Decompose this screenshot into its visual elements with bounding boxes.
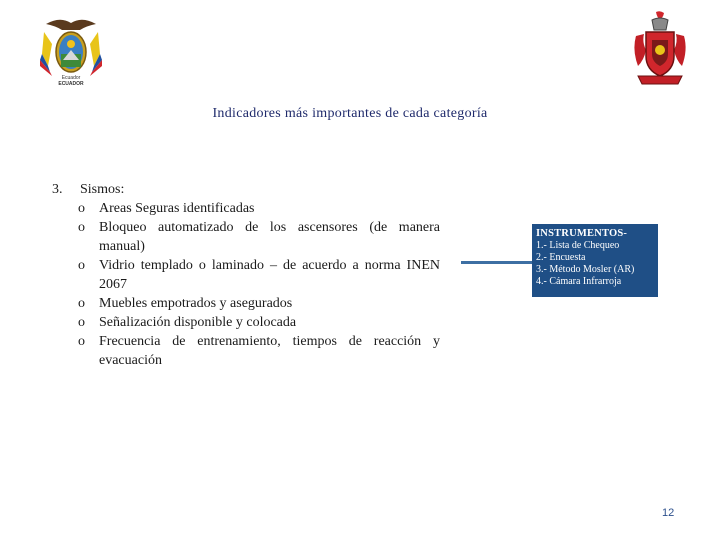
list-item: o Muebles empotrados y asegurados [78, 296, 293, 311]
instrument-item: 3.- Método Mosler (AR) [536, 264, 635, 275]
logo-caption: Ecuador ECUADOR [58, 75, 84, 87]
bullet-marker: o [78, 220, 85, 235]
section-title: Sismos: [80, 182, 125, 197]
page-number: 12 [662, 507, 675, 519]
instrument-item: 2.- Encuesta [536, 252, 586, 263]
instruments-title: INSTRUMENTOS- [536, 228, 628, 239]
bullet-marker: o [78, 258, 85, 273]
list-item: o Frecuencia de entrenamiento, tiempos de reacción y evacuación [78, 334, 440, 368]
institution-crest-icon [630, 10, 690, 90]
section-number: 3. [52, 182, 63, 197]
ecuador-coat-of-arms-icon [38, 14, 104, 88]
list-item: o Areas Seguras identificadas [78, 201, 255, 216]
list-item: o Vidrio templado o laminado – de acuerdo a norma INEN 2067 [78, 258, 440, 292]
instruments-box [532, 224, 658, 297]
bullet-marker: o [78, 334, 85, 349]
bullet-marker: o [78, 315, 85, 330]
list-item: o Señalización disponible y colocada [78, 315, 297, 330]
instrument-item: 1.- Lista de Chequeo [536, 240, 620, 251]
instrument-item: 4.- Cámara Infrarroja [536, 276, 622, 287]
indicator-list [76, 199, 440, 370]
bullet-marker: o [78, 296, 85, 311]
bullet-marker: o [78, 201, 85, 216]
list-item: o Bloqueo automatizado de los ascensores (de manera manual) [78, 220, 440, 254]
page-title: Indicadores más importantes de cada categoría [212, 106, 488, 121]
connector-line [461, 261, 532, 264]
